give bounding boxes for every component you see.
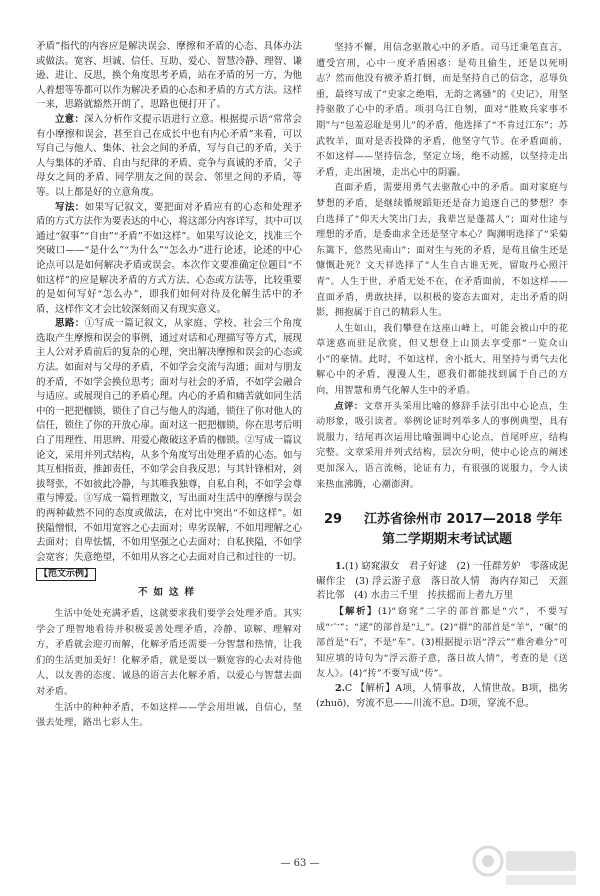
sample-tag-row — [36, 567, 302, 581]
answer-2-number: 2. — [335, 682, 345, 694]
exam-heading — [316, 510, 568, 550]
exam-number: 29 — [324, 512, 343, 528]
liyi-paragraph — [36, 113, 302, 201]
answer-1-number: 1. — [335, 561, 345, 573]
right-column — [316, 40, 568, 711]
answer-1-analysis-label: 【解析】 — [334, 606, 378, 617]
essay-paragraph-3: 坚持不懈，用信念驱散心中的矛盾。司马迁秉笔直言，遭受宫刑，心中一度矛盾困惑：是苟且偷生，还是以死明志？然而他没有被矛盾打倒，而是坚持自己的信念，忍辱负重，最终写成了“史家之绝唱，无韵之离骚”的《史记》，用坚持驱散了心中的矛盾。项羽乌江自刎，面对“胜败兵家事不期”与“包羞忍耻是男儿”的矛盾，他选择了“不肯过江东”；苏武牧羊，面对是否投降的矛盾，他坚守气节。在矛盾面前，不如这样——坚持信念，坚定立场，绝不动摇，以坚持走出矛盾，走出困境，走出心中的阴霾。 — [316, 42, 568, 178]
xiefa-paragraph — [36, 201, 302, 318]
answer-1 — [316, 560, 568, 604]
left-column — [36, 40, 302, 731]
watermark-logo — [470, 843, 580, 889]
answer-2 — [316, 682, 568, 711]
exam-title-line1: 江苏省徐州市 2017—2018 学年 — [364, 512, 563, 528]
silu-label: 思路： — [55, 318, 85, 330]
comment-label: 点评： — [334, 400, 364, 412]
page-number: — 63 — — [280, 858, 320, 869]
essay-paragraph-4: 直面矛盾，需要用勇气去驱散心中的矛盾。面对家庭与梦想的矛盾，是继续循规蹈矩还是奋力追逐自己的梦想？李白选择了“仰天大笑出门去，我辈岂是蓬蒿人”；面对仕途与理想的矛盾，是委曲求全还是坚守本心？陶渊明选择了“采菊东篱下，悠然见南山”；面对生与死的矛盾，是苟且偷生还是慷慨赴死？文天祥选择了“人生自古谁无死，留取丹心照汗青”。人生于世，矛盾无处不在，在矛盾面前，不如这样——直面矛盾，勇敢抉择，以积极的姿态去面对，走出矛盾的阴影，拥抱属于自己的精彩人生。 — [316, 182, 568, 319]
essay-title: 不如这样 — [137, 587, 200, 599]
essay-paragraph-1: 生活中处处充满矛盾，这就要求我们要学会处理矛盾。其实学会了理智地看待并积极妥善处理矛盾，冷静、谅解、理解对方，矛盾就会迎刃而解，化解矛盾还需要一分智慧和热情，让我们的生活更加美好！化解矛盾，就是要以一颗宽容的心去对待他人，以友善的态度、诚恳的语言去化解矛盾，以爱心与智慧去面对矛盾。 — [36, 607, 302, 697]
answer-1-analysis — [316, 604, 568, 682]
sample-tag: 【范文示例】 — [36, 568, 96, 581]
silu-text: ①写成一篇记叙文，从家庭、学校、社会三个角度选取产生摩擦和误会的事例，通过对话和心理描写等方式，展现主人公对矛盾前后的复杂的心理，突出解决摩擦和误会的心态或方法。如面对与父母的矛盾，不如学会交流与沟通；面对与朋友的矛盾，不如学会换位思考；面对与社会的矛盾，不如学会融合与适应。或展现自己的矛盾心理。内心的矛盾和痛苦就如同生活中的一把把枷锁，锁住了自己与他人的沟通，锁住了你对他人的信任，锁住了你的开放心扉。面对这一把把枷锁，你在思考后明白了用理性、用思辨、用爱心敞破这矛盾的枷锁。②写成一篇议论文，采用并列式结构，从多个角度写出处理矛盾的心态。如与其互相指责，推卸责任，不如学会自我反思；与其针锋相对，剑拔弩张，不如彼此冷静，与其唯我独尊，自私自利，不如学会尊重与博爱。③写成一篇哲理散文，写出面对生活中的摩擦与误会的两种截然不同的态度或做法，在对比中突出“不如这样”。如狭隘憎恨，不如用宽容之心去面对；卑劣误解，不如用理解之心去面对；自卑怯懦，不如用坚强之心去面对；自私狭隘，不如学会宽容；失意绝望，不如用从容之心去面对自己和过往的一切。 — [36, 318, 303, 563]
essay-paragraph-2: 生活中的种种矛盾，不如这样——学会用坦诚，自信心，坚强去处理，路出七彩人生。 — [36, 701, 302, 729]
answer-1-text: (1) 窈窕淑女 君子好逑 (2) 一任群芳妒 零落成泥碾作尘 (3) 浮云游子意 落日故人情 海内存知己 天涯若比邻 (4) 水击三千里 抟扶摇而上者九万里 — [316, 561, 568, 602]
liyi-label: 立意： — [55, 113, 85, 125]
silu-paragraph — [36, 317, 302, 565]
liyi-text: 深入分析作文提示语进行立意。根据提示语“常常会有小摩擦和误会，甚至自己在成长中也有内心矛盾”来看，可以写自己与他人、集体、社会之间的矛盾，写与自己的矛盾，关于人与集体的矛盾、自由与纪律的矛盾、竞争与真诚的矛盾，父子母女之间的矛盾、同学朋友之间的误会、邻里之间的矛盾，等等。以上都是好的立意角度。 — [36, 113, 303, 198]
intro-paragraph: 矛盾”指代的内容应是解决误会、摩擦和矛盾的心态、具体办法或做法。宽容、坦诚、信任、互助、爱心、智慧冷静、理智、谦逊、进让、反思，换个角度思考矛盾，站在矛盾的另一方，为他人着想等等都可以作为解决矛盾的心态和矛盾的方式方法。这样一来，思路就豁然开朗了，思路也便打开了。 — [36, 41, 303, 111]
xiefa-label: 写法： — [55, 201, 85, 213]
essay-paragraph-5: 人生如山，我们攀登在这座山峰上，可能会被山中的花草迷惑而驻足欣赏，但又想登上山顶去享受那“一览众山小”的豪情。此时，不如这样，舍小抵大，用坚持与勇气去化解心中的矛盾，漫漫人生，愿我们都能找到属于自己的方向，用智慧和勇气化解人生中的矛盾。 — [316, 322, 568, 397]
xiefa-text: 如果写记叙文，要把面对矛盾应有的心态和处理矛盾的方式方法作为要表达的中心，将这部分内容详写，其中可以通过“叙事”“自由”“矛盾”不如这样”。如果写议论文，找准三个突破口——“是什么”“为什么”“怎么办”进行论述，论述的中心论点可以是如何解决矛盾或误会。本次作文要准确定位题目“不如这样”的应是解决矛盾的方式方法、心态或方法等，比较重要的是如何写好“怎么办”，即我们如何对待及化解生活中的矛盾，这样作文才会比较深刻而又有现实意义。 — [36, 201, 303, 315]
comment-paragraph — [316, 399, 568, 493]
answer-1-analysis-text: (1)“窈窕”二字的部首都是“穴”，不要写成“宀”；“逑”的部首是“辶”。(2)“群”的部首是“羊”，“碾”的部首是“石”，不是“车”。(3)根据提示语“浮云”“难舍难分”可知应填的诗句为“浮云游子意，落日故人情”，考查的是《送友人》。(4)“抟”不要写成“传”。 — [316, 606, 568, 680]
exam-title-line2: 第二学期期末考试试题 — [381, 532, 512, 548]
answer-2-text: C 【解析】A项，人情事故，人情世故。B项，拙劣(zhuō)，穷流不息——川流不息。D项，穿流不息。 — [316, 682, 568, 709]
comment-text: 文章开头采用比喻的修辞手法引出中心论点，生动形象，吸引读者。举例论证时列举多人的事例典型，具有说服力，结尾再次运用比喻强调中心论点，首尾呼应，结构完整。文章采用并列式结构，层次分明，使中心论点的阐述更加深入，语言流畅，论证有力，有很强的说服力，令人读来热血沸腾，心潮澎湃。 — [316, 400, 568, 490]
